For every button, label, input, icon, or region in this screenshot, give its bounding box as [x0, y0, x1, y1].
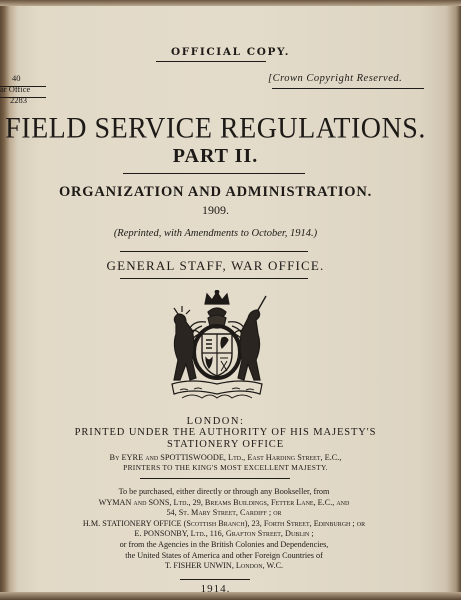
reprint-note: (Reprinted, with Amendments to October, 1914.): [113, 228, 318, 239]
edition-year: 1909.: [202, 203, 229, 217]
sales-agents: [14, 487, 434, 572]
sales-line: WYMAN and SONS, Ltd., 29, Breams Buildings, Fetter Lane, E.C., and: [98, 497, 350, 507]
sales-line: 54, St. Mary Street, Cardiff ; or: [166, 508, 282, 518]
margin-stamp-rule-2: [0, 97, 46, 98]
sales-line: H.M. STATIONERY OFFICE (Scottish Branch), 23, Forth Street, Edinburgh ; or: [82, 518, 366, 528]
royal-coat-of-arms-icon: [162, 290, 272, 410]
crown-underline: [272, 88, 424, 89]
official-underline: [156, 61, 266, 62]
part-title: PART II.: [172, 145, 259, 167]
footer-rule: [180, 579, 250, 580]
sales-line: T. FISHER UNWIN, London, W.C.: [164, 561, 284, 571]
imprint-authority-line-1: PRINTED UNDER THE AUTHORITY OF HIS MAJESTY'S: [74, 427, 377, 438]
imprint-divider: [140, 478, 290, 479]
margin-stamp-office: ar Office: [0, 84, 31, 94]
margin-stamp-rule-1: [0, 86, 46, 87]
margin-stamp-number: 40: [12, 73, 21, 83]
sales-line: To be purchased, either directly or through any Bookseller, from: [118, 487, 330, 496]
printer-line-2: PRINTERS TO THE KING'S MOST EXCELLENT MAJESTY.: [123, 463, 328, 472]
imprint-authority: [20, 427, 431, 451]
printer-line-1: By EYRE and SPOTTISWOODE, Ltd., East Harding Street, E.C.,: [109, 453, 342, 462]
printer-imprint: [20, 453, 431, 473]
staff-rule-top: [120, 251, 308, 252]
sales-line: E. PONSONBY, Ltd., 116, Grafton Street, Dublin ;: [134, 529, 314, 539]
sales-line: the United States of America and other Foreign Countries of: [125, 550, 323, 560]
imprint-authority-line-2: STATIONERY OFFICE: [166, 439, 285, 450]
publication-year: 1914.: [200, 583, 231, 595]
imprint-city: LONDON:: [186, 416, 245, 427]
part-underline: [123, 173, 305, 174]
main-title: FIELD SERVICE REGULATIONS.: [5, 112, 426, 145]
sales-line: or from the Agencies in the British Colonies and Dependencies,: [119, 539, 329, 549]
official-copy-label: OFFICIAL COPY.: [170, 46, 291, 58]
margin-stamp: [0, 73, 46, 106]
margin-stamp-code: 2283: [10, 95, 27, 105]
subtitle: ORGANIZATION AND ADMINISTRATION.: [58, 184, 373, 200]
staff-rule-bottom: [120, 278, 308, 279]
issuing-authority: GENERAL STAFF, WAR OFFICE.: [106, 258, 325, 273]
page-top-edge: [0, 0, 461, 6]
crown-copyright-note: [Crown Copyright Reserved.: [268, 73, 403, 84]
